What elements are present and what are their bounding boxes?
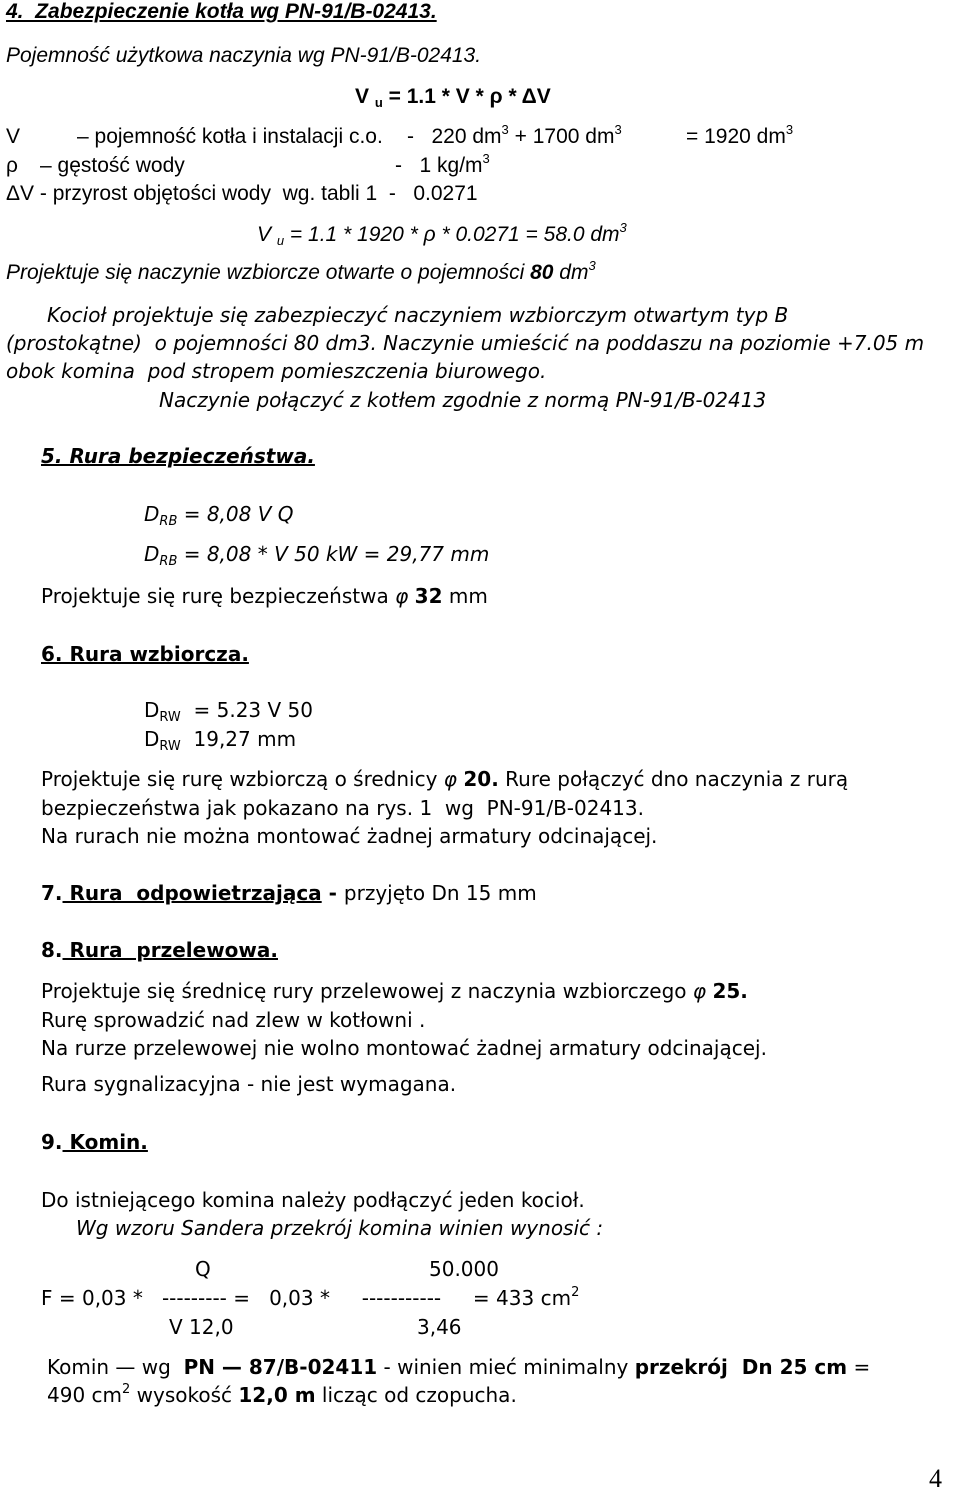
drb-formula: $D_{RB} = 8,08$ V Q [144,502,294,529]
vessel-projection: Projektuje się naczynie wzbiorcze otwarte o pojemności 80 $dm^3$ [6,258,596,284]
drw-formula: $D_{RW} = 5.23$ V 50 [144,698,313,725]
boiler-paragraph-line-2: (prostokątne) o pojemności 80 dm3. Naczynie umieścić na poddaszu na poziomie +7.05 m [6,331,925,355]
chimney-standard-line-2: 490 $cm^2$ wysokość 12,0 m licząc od czopucha. [47,1382,517,1407]
def-v-symbol: V [6,125,21,148]
chimney-area-formula: F = 0,03 * --------- = 0,03 * ----------- = 433 $cm^2$ [41,1285,580,1310]
section-9-heading: 9. Komin. [41,1130,148,1154]
expansion-pipe-line-2: bezpieczeństwa jak pokazano na rys. 1 wg PN-91/B-02413. [41,796,644,820]
section-4-heading [6,0,437,25]
usable-volume-formula: V $_u$ = 1.1 * V * ρ * ΔV [355,85,551,110]
fraction-denominator-v: V 12,0 [169,1315,234,1339]
section-6-heading [41,641,249,667]
expansion-pipe-line-3: Na rurach nie można montować żadnej armatury odcinającej. [41,824,658,848]
def-v-values: - 220 $dm^3 + 1700$ $dm^3$ [407,122,622,148]
section-4-title: 4. Zabezpieczenie kotła wg PN-91/B-02413. [6,0,437,23]
chimney-line-1: Do istniejącego komina należy podłączyć jeden kocioł. [41,1188,585,1212]
safety-pipe-projection: Projektuje się rurę bezpieczeństwa φ 32 mm [41,584,488,608]
overflow-pipe-line-1: Projektuje się średnicę rury przelewowej z naczynia wzbiorczego φ 25. [41,979,748,1003]
boiler-paragraph-line-3: obok komina pod stropem pomieszczenia biurowego. [6,359,547,383]
sander-formula-intro: Wg wzoru Sandera przekrój komina winien wynosić : [76,1216,604,1240]
section-9-title: Komin. [62,1130,148,1154]
def-rho-symbol: ρ [6,154,18,177]
def-rho-desc: – gęstość wody [40,154,185,177]
fraction-numerator-value: 50.000 [429,1257,499,1281]
overflow-pipe-line-3: Na rurze przelewowej nie wolno montować żadnej armatury odcinającej. [41,1036,767,1060]
section-6-title: 6. Rura wzbiorcza. [41,642,249,666]
section-7-title: Rura odpowietrzająca [62,881,322,905]
overflow-pipe-line-2: Rurę sprowadzić nad zlew w kotłowni . [41,1008,426,1032]
page-number: 4 [929,1464,942,1493]
boiler-paragraph-line-4: Naczynie połączyć z kotłem zgodnie z normą PN-91/B-02413 [159,388,767,412]
drb-calc: $D_{RB} = 8,08 * V$ 50 kW = 29,77 mm [144,542,490,569]
chimney-standard-line-1: Komin — wg PN — 87/B-02411 - winien mieć minimalny przekrój Dn 25 cm = [47,1355,871,1379]
section-8-title: Rura przelewowa. [62,938,278,962]
def-dv-line: ΔV - przyrost objętości wody wg. tabli 1 - 0.0271 [6,182,478,205]
def-v-total: = 1920 $dm^3$ [686,122,794,148]
def-v-desc: – pojemność kotła i instalacji c.o. [77,125,383,148]
usable-volume-calc: V $_u$ = 1.1 * 1920 * ρ * 0.0271 = 58.0 $dm^3$ [257,220,627,248]
signal-pipe-line: Rura sygnalizacyjna - nie jest wymagana. [41,1072,457,1096]
intro-line: Pojemność użytkowa naczynia wg PN-91/B-02413. [6,44,482,67]
expansion-pipe-line-1: Projektuje się rurę wzbiorczą o średnicy φ 20. Rure połączyć dno naczynia z rurą [41,767,849,791]
def-rho-value: - 1 $kg/m^3$ [395,151,490,177]
section-7-heading: 7. Rura odpowietrzająca - przyjęto Dn 15 mm [41,881,537,905]
section-8-heading: 8. Rura przelewowa. [41,938,278,962]
drw-result: $D_{RW}$ 19,27 mm [144,727,297,754]
fraction-numerator-q: Q [195,1257,211,1281]
boiler-paragraph-line-1: Kocioł projektuje się zabezpieczyć naczyniem wzbiorczym otwartym typ B [47,303,789,327]
section-5-heading [41,443,315,469]
section-5-title: 5. Rura bezpieczeństwa. [41,444,315,468]
fraction-denominator-value: 3,46 [417,1315,462,1339]
